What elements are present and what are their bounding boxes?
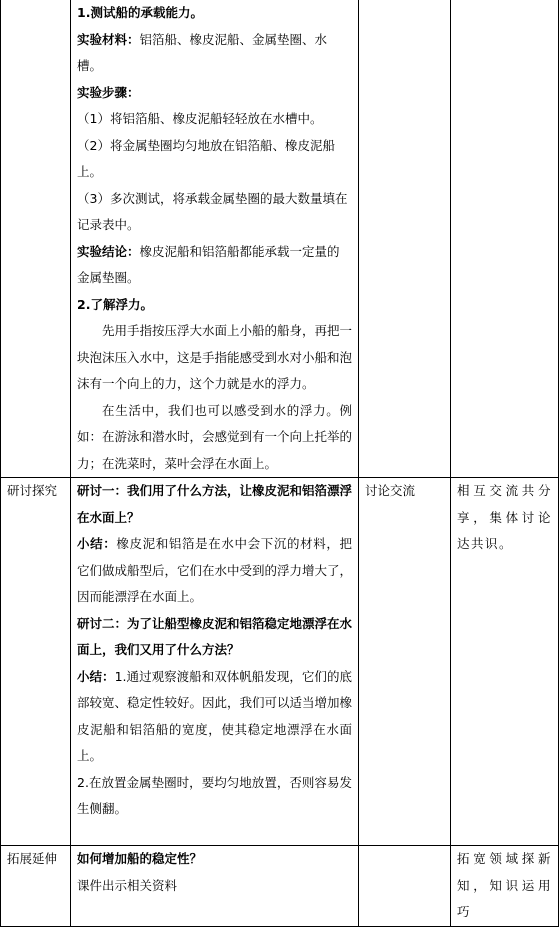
summary: 小结：橡皮泥和铝箔是在水中会下沉的材料，把它们做成船型后，它们在水中受到的浮力增大了，因而能漂浮在水面上。 <box>77 536 353 604</box>
content-cell <box>71 846 359 927</box>
content-line: 2.在放置金属垫圈时，要均匀地放置，否则容易发生侧翻。 <box>77 774 352 816</box>
content-line: 实验材料：铝箔船、橡皮泥船、金属垫圈、水槽。 <box>77 31 328 73</box>
stage-cell <box>1 0 71 478</box>
table-row <box>1 478 559 846</box>
content-cell <box>71 0 359 478</box>
section-heading: 实验步骤： <box>77 84 140 100</box>
discussion-question: 研讨一：我们用了什么方法，让橡皮泥和铝箔漂浮在水面上？ <box>77 483 353 525</box>
discussion-question: 研讨二：为了让船型橡皮泥和铝箔稳定地漂浮在水面上，我们又用了什么方法？ <box>77 615 353 657</box>
stage-cell: 拓展延伸 <box>1 846 71 927</box>
table-row <box>1 846 559 927</box>
teacher-activity-cell <box>359 0 451 478</box>
section-heading: 1.测试船的承载能力。 <box>77 5 203 20</box>
content-line: （3）多次测试，将承载金属垫圈的最大数量填在记录表中。 <box>77 190 348 232</box>
intent-cell: 相互交流共分享，集体讨论达共识。 <box>451 478 559 846</box>
content-line: 实验结论：橡皮泥船和铝箔船都能承载一定量的金属垫圈。 <box>77 243 340 285</box>
content-line: 课件出示相关资料 <box>77 877 178 893</box>
content-line: （1）将铝箔船、橡皮泥船轻轻放在水槽中。 <box>77 111 323 126</box>
content-cell <box>71 478 359 846</box>
paragraph: 先用手指按压浮大水面上小船的船身，再把一块泡沫压入水中，这是手指能感受到水对小船和泡沫有一个向上的力，这个力就是水的浮力。 <box>77 323 353 391</box>
stage-cell: 研讨探究 <box>1 478 71 846</box>
teacher-activity-cell: 讨论交流 <box>359 478 451 846</box>
content-line: （2）将金属垫圈均匀地放在铝箔船、橡皮泥船上。 <box>77 137 335 179</box>
section-heading: 2.了解浮力。 <box>77 296 153 312</box>
section-heading: 如何增加船的稳定性？ <box>77 851 203 866</box>
table-row <box>1 0 559 478</box>
intent-cell: 拓宽领域探新知，知识运用巧 <box>451 846 559 927</box>
teacher-activity-cell <box>359 846 451 927</box>
intent-cell <box>451 0 559 478</box>
summary: 小结：1.通过观察渡船和双体帆船发现，它们的底部较宽、稳定性较好。因此，我们可以适当增加橡皮泥船和铝箔船的宽度，使其稳定地漂浮在水面上。 <box>77 668 353 763</box>
paragraph: 在生活中，我们也可以感受到水的浮力。例如：在游泳和潜水时，会感觉到有一个向上托举的力；在洗菜时，菜叶会浮在水面上。 <box>77 402 353 471</box>
